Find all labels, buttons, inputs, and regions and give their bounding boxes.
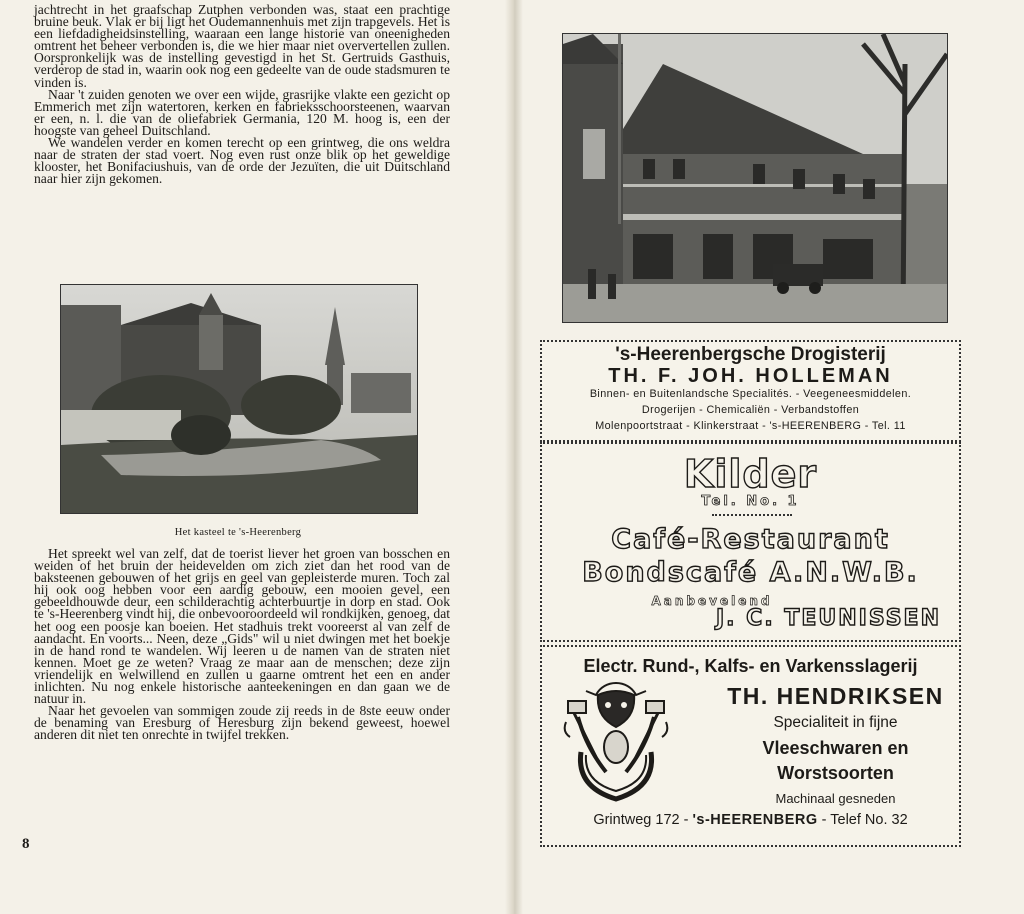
bottom-text-block [34,548,450,742]
paragraph: Naar 't zuiden genoten we over een wijde, grasrijke vlakte een gezicht op Emmerich met zijn watertoren, kerken en fabrieksschoorsteenen, waarvan er een, n. l. die van de oliefabriek Germania, 120 M. hoog is, een der hoogste van geheel Duitschland. [34,86,450,138]
drogisterij-address: Molenpoortstraat - Klinkerstraat - 's-HEERENBERG - Tel. 11 [595,420,906,432]
left-page [0,0,508,914]
butcher-emblem-icon [556,677,676,807]
slagerij-title: Electr. Rund-, Kalfs- en Varkensslagerij [583,656,918,676]
street-photo [562,33,948,323]
slagerij-line: Machinaal gesneden [775,791,896,806]
castle-photo [60,284,418,514]
paragraph: Naar het gevoelen van sommigen zoude zij reeds in de 8ste eeuw onder de benaming van Eresburg of Heresburg zijn bekend geweest, hoewel anderen dit niet ten onrechte in twijfel trekken. [34,703,450,743]
kilder-bondscafe-label: Bondscafé A.N.W.B. [582,557,919,588]
paragraph: Het spreekt wel van zelf, dat de toerist liever het groen van bosschen en weiden of het bruin der heidevelden om zich ziet dan het rood van de baksteenen gebouwen of het grijs en geel van gepleisterde muren. Toch zal hij ook oog hebben voor een aardig gebouw, een mooien gevel, een gebeeldhouwde deur, een schilderachtig achterbuurtje in dorp en stad. Ook te 's-Heerenberg vindt hij, die onbevooroordeeld wil rondkijken, genoeg, dat het oog een poosje kan boeien. Het stadhuis trekt vooreerst al van zelf de aandacht. En voorts... Neen, deze „Gids" wil u niet dwingen met het boekje in de hand rond te wandelen. Wij leeren u de namen van de straten niet kennen. Moet ge ze weten? Vraag ze maar aan de menschen; deze zijn vriendelijk en welwillend en zullen u gaarne omtrent het een en ander inlichten. Nu nog enkele historische aanteekeningen en dan gaan we de natuur in. [34,546,450,707]
slagerij-owner: TH. HENDRIKSEN [727,683,944,709]
paragraph: jachtrecht in het graafschap Zutphen verbonden was, staat een prachtige bruine beuk. Vlak er bij ligt het Oudemannenhuis met zijn trapgevels. Het is een liefdadigheidsinstelling, waaraan een lange historie van oneenigheden omtrent het beheer verbonden is, die we hier maar niet oververtellen zullen. Oorspronkelijk was de instelling gevestigd in het St. Gertruids Gasthuis, verderop de stad in, waarin ook nog een gedeelte van de oude stadsmuren te vinden is. [34,2,450,90]
kilder-name: Kilder [683,452,818,496]
kilder-tel: Tel. No. 1 [701,494,800,509]
slagerij-ad [540,645,961,847]
divider [712,514,792,516]
slagerij-address [542,812,959,828]
kilder-aanbevelend: Aanbevelend [651,594,773,608]
drogisterij-ad [540,340,961,442]
slagerij-tel: - Telef No. 32 [821,812,908,828]
top-text-block [34,4,450,185]
right-page [520,0,1024,914]
slagerij-city: 's-HEERENBERG [692,812,818,828]
kilder-owner: J. C. TEUNISSEN [715,606,941,631]
paragraph: We wandelen verder en komen terecht op een grintweg, die ons weldra naar de straten der stad voert. Nog even rust onze blik op het geweldige klooster, het Bonifaciushuis, van de orde der Jezuïten, die uit Duitschland naar hier zijn gekomen. [34,135,450,187]
page-number: 8 [22,836,30,852]
drogisterij-owner: TH. F. JOH. HOLLEMAN [608,365,893,387]
kilder-ad [540,442,961,642]
kilder-cafe-label: Café-Restaurant [611,524,890,555]
slagerij-street: Grintweg 172 - [593,812,689,828]
slagerij-line: Vleeschwaren en [762,738,909,758]
slagerij-line: Specialiteit in fijne [773,714,898,731]
drogisterij-line: Binnen- en Buitenlandsche Specialités. - Veegeneesmiddelen. [589,388,912,400]
drogisterij-title: 's-Heerenbergsche Drogisterij [615,344,886,365]
drogisterij-line: Drogerijen - Chemicaliën - Verbandstoffen [641,404,860,416]
photo-caption: Het kasteel te 's-Heerenberg [174,527,302,538]
slagerij-line: Worstsoorten [777,763,894,783]
